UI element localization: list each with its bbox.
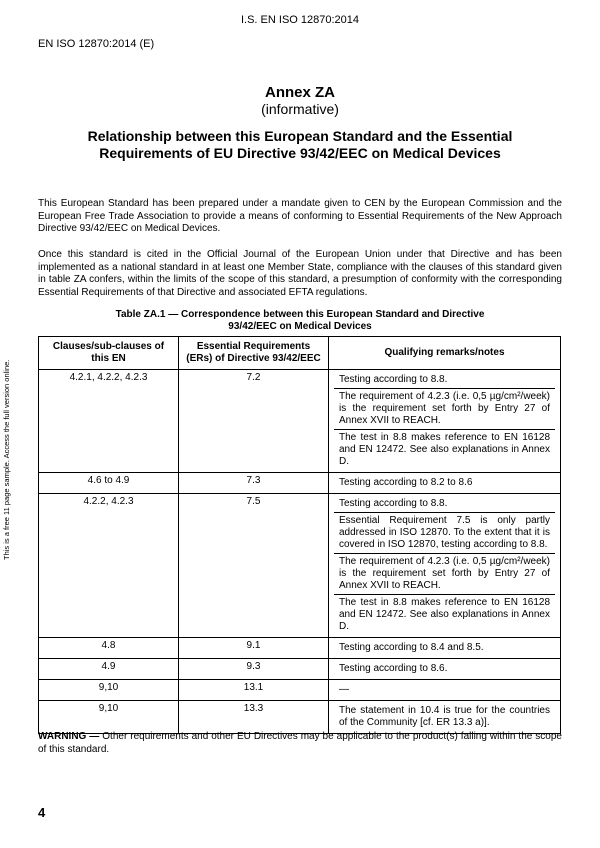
sample-side-note: This is a free 11 page sample. Access the full version online. [2, 359, 11, 560]
annex-heading: Relationship between this European Standard and the Essential Requirements of EU Directive 93/42/EEC on Medical Devices [87, 128, 513, 161]
cell-ers: 13.3 [179, 701, 329, 734]
table-row [39, 680, 561, 701]
header-essential-requirements: Essential Requirements (ERs) of Directive 93/42/EEC [179, 337, 329, 370]
page-number: 4 [38, 805, 46, 820]
note: Testing according to 8.8. [339, 374, 448, 385]
header-clauses: Clauses/sub-clauses of this EN [39, 337, 179, 370]
note: The statement in 10.4 is true for the countries of the Community [cf. ER 13.3 a)]. [339, 705, 550, 728]
table-row [39, 638, 561, 659]
note: The requirement of 4.2.3 (i.e. 0,5 µg/cm²/week) is the requirement set forth by Entry 27 of Annex XVII to REACH. [334, 388, 555, 429]
cell-clauses: 4.6 to 4.9 [39, 473, 179, 494]
cell-ers: 7.3 [179, 473, 329, 494]
cell-clauses: 4.2.2, 4.2.3 [39, 494, 179, 638]
header-remarks: Qualifying remarks/notes [329, 337, 561, 370]
note: Essential Requirement 7.5 is only partly addressed in ISO 12870. To the extent that it is covered in ISO 12870, testing according to 8.8. [334, 512, 555, 553]
note: Testing according to 8.2 to 8.6 [339, 477, 473, 488]
table-header-row [39, 337, 561, 370]
cell-notes [329, 473, 561, 494]
table-caption: Table ZA.1 — Correspondence between this European Standard and Directive 93/42/EEC on Medical Devices [115, 309, 485, 332]
cell-notes [329, 701, 561, 734]
note: — [339, 684, 349, 695]
note: The test in 8.8 makes reference to EN 16128 and EN 12472. See also explanations in Annex D. [334, 429, 555, 470]
cell-clauses: 4.9 [39, 659, 179, 680]
cell-notes [329, 638, 561, 659]
cell-notes [329, 659, 561, 680]
table-row [39, 370, 561, 473]
standard-id-header: I.S. EN ISO 12870:2014 [240, 14, 360, 26]
cell-clauses: 9,10 [39, 701, 179, 734]
warning-label: WARNING — [38, 731, 100, 742]
table-row [39, 701, 561, 734]
note: Testing according to 8.8. [339, 498, 448, 509]
table-row [39, 473, 561, 494]
cell-notes [329, 370, 561, 473]
document-id: EN ISO 12870:2014 (E) [38, 38, 155, 50]
cell-ers: 9.3 [179, 659, 329, 680]
cell-clauses: 4.8 [39, 638, 179, 659]
table-row [39, 659, 561, 680]
cell-ers: 13.1 [179, 680, 329, 701]
note: The requirement of 4.2.3 (i.e. 0,5 µg/cm²/week) is the requirement set forth by Entry 27 of Annex XVII to REACH. [334, 553, 555, 594]
cell-ers: 7.5 [179, 494, 329, 638]
note: Testing according to 8.6. [339, 663, 448, 674]
warning-text: Other requirements and other EU Directives may be applicable to the product(s) falling within the scope of this standard. [38, 731, 562, 755]
cell-notes [329, 494, 561, 638]
note: The test in 8.8 makes reference to EN 16128 and EN 12472. See also explanations in Annex D. [334, 594, 555, 635]
cell-notes [329, 680, 561, 701]
note: Testing according to 8.4 and 8.5. [339, 642, 484, 653]
intro-paragraph-1: This European Standard has been prepared under a mandate given to CEN by the European Commission and the European Free Trade Association to provide a means of conforming to Essential Requirements of the New Approach Directive 93/42/EEC on Medical Devices. [38, 198, 562, 234]
intro-paragraph-2: Once this standard is cited in the Official Journal of the European Union under that Directive and has been implemented as a national standard in at least one Member State, compliance with the clauses of this standard given in table ZA confers, within the limits of the scope of this standard, a presumption of conformity with the corresponding Essential Requirements of that Directive and associated EFTA regulations. [38, 249, 562, 298]
cell-ers: 9.1 [179, 638, 329, 659]
cell-clauses: 4.2.1, 4.2.2, 4.2.3 [39, 370, 179, 473]
cell-ers: 7.2 [179, 370, 329, 473]
annex-subtitle: (informative) [261, 101, 339, 117]
warning-note [38, 731, 562, 756]
cell-clauses: 9,10 [39, 680, 179, 701]
table-row [39, 494, 561, 638]
correspondence-table [38, 336, 561, 734]
annex-title: Annex ZA [264, 84, 335, 101]
